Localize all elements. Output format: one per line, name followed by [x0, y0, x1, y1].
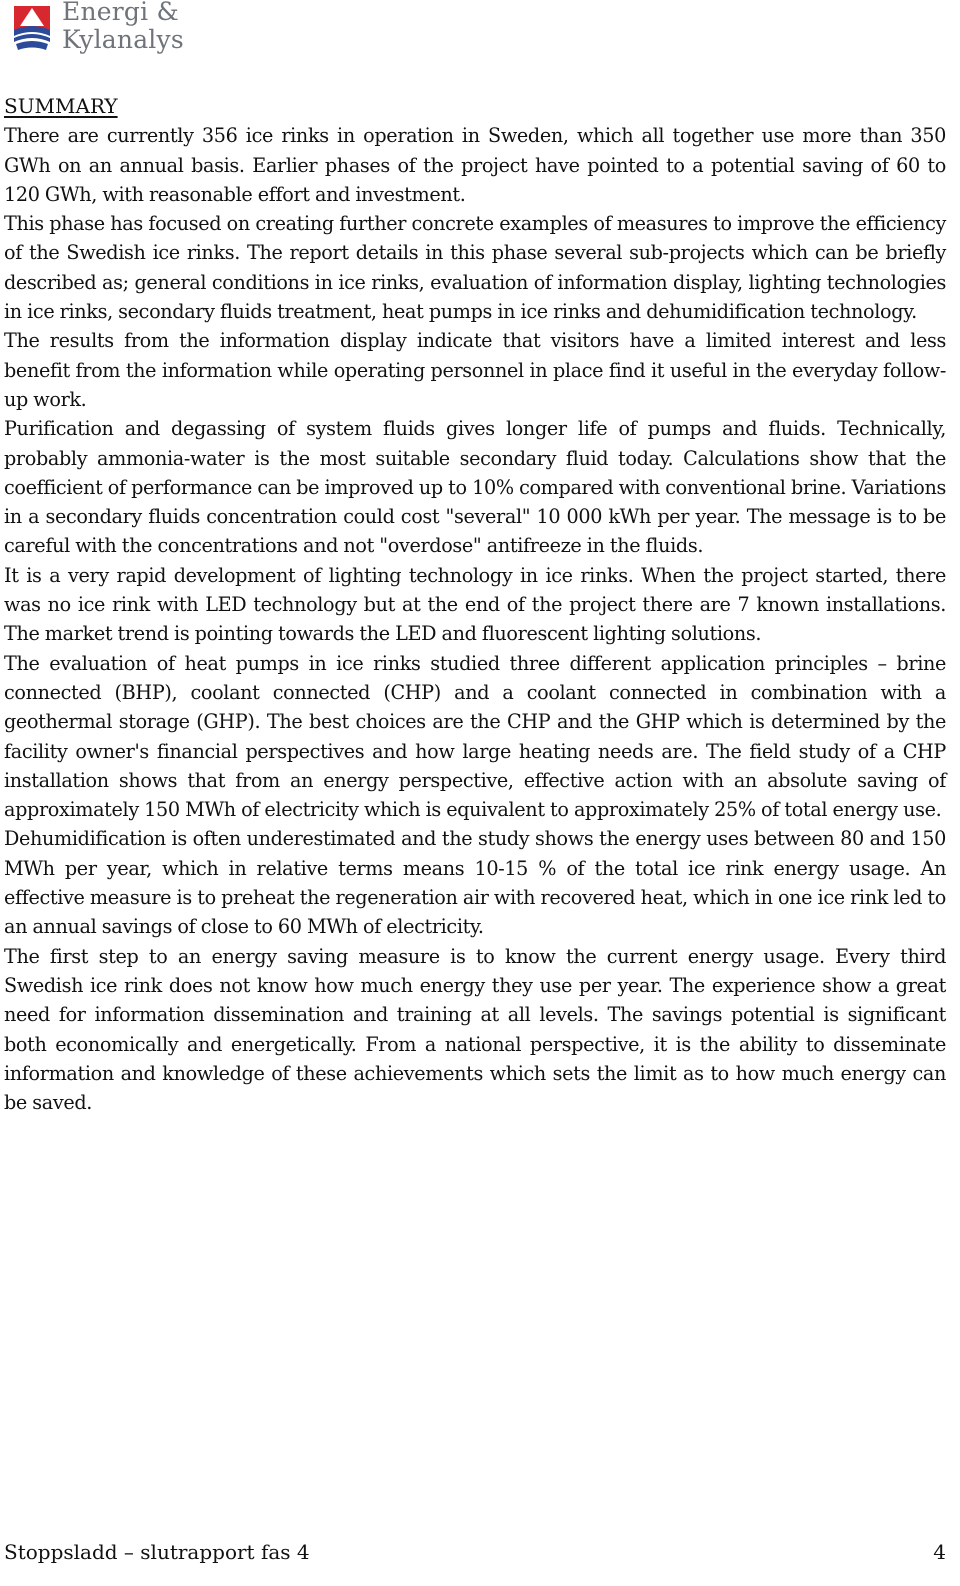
page-footer	[4, 1538, 946, 1566]
summary-paragraph-6: The evaluation of heat pumps in ice rinks studied three different application principles – brine connected (BHP), coolant connected (CHP) and a coolant connected in combination with a geothermal storage (GHP). The best choices are the CHP and the GHP which is determined by the facility owner's financial perspectives and how large heating needs are. The field study of a CHP installation shows that from an energy perspective, effective action with an absolute saving of approximately 150 MWh of electricity which is equivalent to approximately 25% of total energy use.	[4, 651, 946, 822]
company-logo	[10, 0, 200, 62]
summary-section	[4, 92, 946, 1117]
summary-paragraph-2: This phase has focused on creating further concrete examples of measures to improve the efficiency of the Swedish ice rinks. The report details in this phase several sub-projects which can be briefly described as; general conditions in ice rinks, evaluation of information display, lighting technologies in ice rinks, secondary fluids treatment, heat pumps in ice rinks and dehumidification technology.	[4, 212, 946, 324]
summary-heading: SUMMARY	[4, 94, 118, 118]
energi-kylanalys-logo-icon	[10, 0, 54, 56]
summary-paragraph-1: There are currently 356 ice rinks in operation in Sweden, which all together use more than 350 GWh on an annual basis. Earlier phases of the project have pointed to a potential saving of 60 to 120 GWh, with reasonable effort and investment.	[4, 124, 946, 206]
logo-wordmark	[62, 0, 184, 54]
footer-page-number: 4	[933, 1540, 946, 1564]
summary-paragraph-4: Purification and degassing of system fluids gives longer life of pumps and fluids. Technically, probably ammonia-water is the most suitable secondary fluid today. Calculations show that the coefficient of performance can be improved up to 10% compared with conventional brine. Variations in a secondary fluids concentration could cost "several" 10 000 kWh per year. The message is to be careful with the concentrations and not "overdose" antifreeze in the fluids.	[4, 417, 946, 558]
summary-paragraph-8: The first step to an energy saving measure is to know the current energy usage. Every third Swedish ice rink does not know how much energy they use per year. The experience show a great need for information dissemination and training at all levels. The savings potential is significant both economically and energetically. From a national perspective, it is the ability to disseminate information and knowledge of these achievements which sets the limit as to how much energy can be saved.	[4, 944, 946, 1115]
logo-text-line1: Energi &	[62, 0, 179, 26]
summary-paragraph-7: Dehumidification is often underestimated and the study shows the energy uses between 80 and 150 MWh per year, which in relative terms means 10-15 % of the total ice rink energy usage. An effective measure is to preheat the regeneration air with recovered heat, which in one ice rink led to an annual savings of close to 60 MWh of electricity.	[4, 827, 946, 939]
footer-report-title: Stoppsladd – slutrapport fas 4	[4, 1540, 310, 1564]
logo-text-line2: Kylanalys	[62, 25, 184, 54]
summary-paragraph-3: The results from the information display indicate that visitors have a limited interest and less benefit from the information while operating personnel in place find it useful in the everyday follow-up work.	[4, 329, 946, 411]
summary-paragraph-5: It is a very rapid development of lighting technology in ice rinks. When the project started, there was no ice rink with LED technology but at the end of the project there are 7 known installations. The market trend is pointing towards the LED and fluorescent lighting solutions.	[4, 563, 946, 646]
